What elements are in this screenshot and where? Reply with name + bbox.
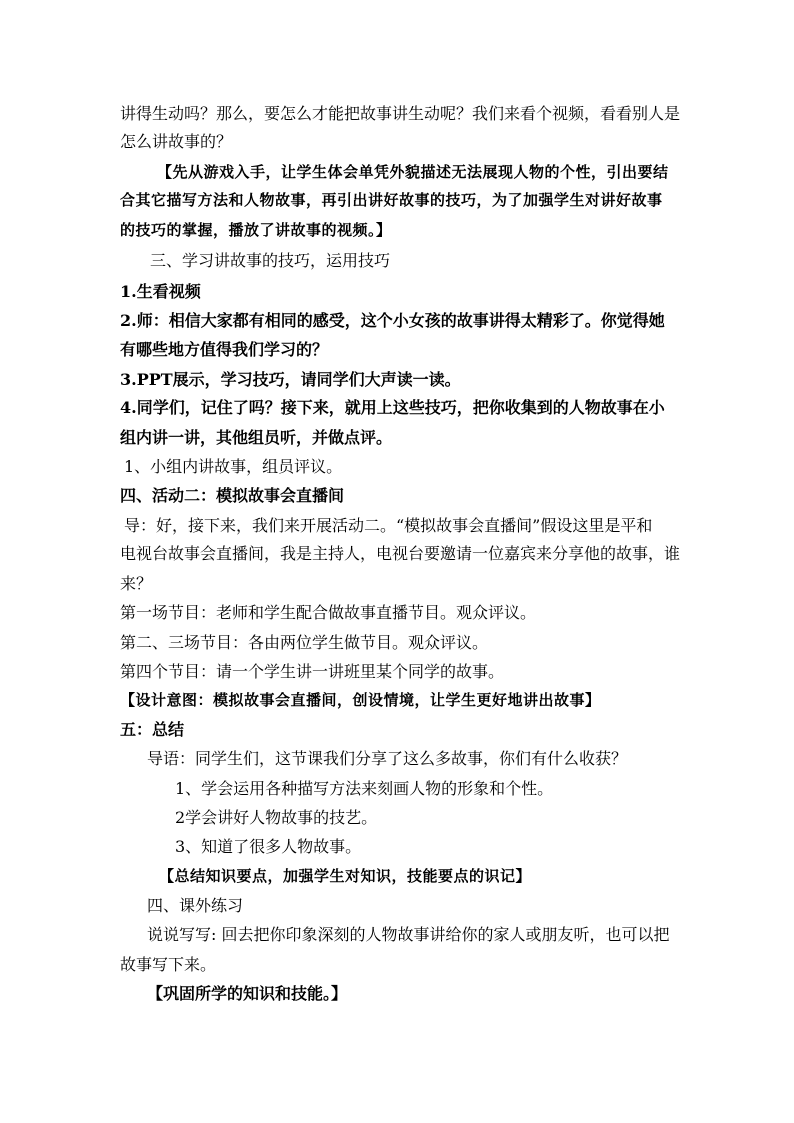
design-note-line: 的技巧的掌握，播放了讲故事的视频。】 [120, 221, 392, 239]
step-item: 组内讲一讲，其他组员听，并做点评。 [120, 428, 393, 447]
list-item: 1、学会运用各种描写方法来刻画人物的形象和个性。 [175, 779, 554, 798]
section-heading: 五：总结 [120, 720, 185, 739]
step-item: 4.同学们，记住了吗？接下来，就用上这些技巧，把你收集到的人物故事在小 [120, 398, 665, 417]
list-item: 第二、三场节目：各由两位学生做节目。观众评议。 [120, 633, 489, 652]
list-item: 第四个节目：请一个学生讲一讲班里某个同学的故事。 [120, 662, 505, 681]
design-note-line: 【先从游戏入手，让学生体会单凭外貌描述无法展现人物的个性，引出要结 [157, 163, 669, 181]
section-heading: 三、学习讲故事的技巧，运用技巧 [150, 251, 391, 270]
paragraph-line: 讲得生动吗？那么，要怎么才能把故事讲生动呢？我们来看个视频，看看别人是 [120, 104, 681, 123]
section-heading: 四、活动二：模拟故事会直播间 [120, 486, 345, 505]
list-item: 2学会讲好人物故事的技艺。 [175, 808, 378, 827]
design-note-line: 【巩固所学的知识和技能。】 [147, 984, 348, 1003]
step-item: 2.师：相信大家都有相同的感受，这个小女孩的故事讲得太精彩了。你觉得她 [120, 311, 665, 330]
section-heading: 四、课外练习 [147, 896, 244, 915]
step-item: 有哪些地方值得我们学习的？ [120, 340, 329, 359]
paragraph-line: 来？ [120, 574, 153, 593]
design-note-line: 合其它描写方法和人物故事，再引出讲好故事的技巧，为了加强学生对讲好故事 [120, 191, 663, 209]
list-item: 1、小组内讲故事，组员评议。 [124, 457, 343, 476]
paragraph-line: 怎么讲故事的？ [120, 132, 233, 151]
design-note-line: 【总结知识要点，加强学生对知识，技能要点的识记】 [159, 867, 532, 885]
paragraph-line: 说说写写: 回去把你印象深刻的人物故事讲给你的家人或朋友听，也可以把 [147, 925, 670, 944]
paragraph-line: 故事写下来。 [120, 955, 217, 974]
list-item: 3、知道了很多人物故事。 [175, 837, 362, 856]
paragraph-line: 电视台故事会直播间，我是主持人，电视台要邀请一位嘉宾来分享他的故事，谁 [120, 544, 681, 563]
design-note-line: 【设计意图：模拟故事会直播间，创设情境，让学生更好地讲出故事】 [120, 691, 601, 709]
step-item: 1.生看视频 [120, 282, 201, 301]
list-item: 第一场节目：老师和学生配合做故事直播节目。观众评议。 [120, 603, 537, 622]
paragraph-line: 导：好，接下来，我们来开展活动二。“模拟故事会直播间”假设这里是平和 [124, 516, 653, 535]
step-item: 3.PPT展示，学习技巧，请同学们大声读一读。 [120, 370, 461, 389]
paragraph-line: 导语：同学生们，这节课我们分享了这么多故事，你们有什么收获？ [147, 749, 628, 768]
